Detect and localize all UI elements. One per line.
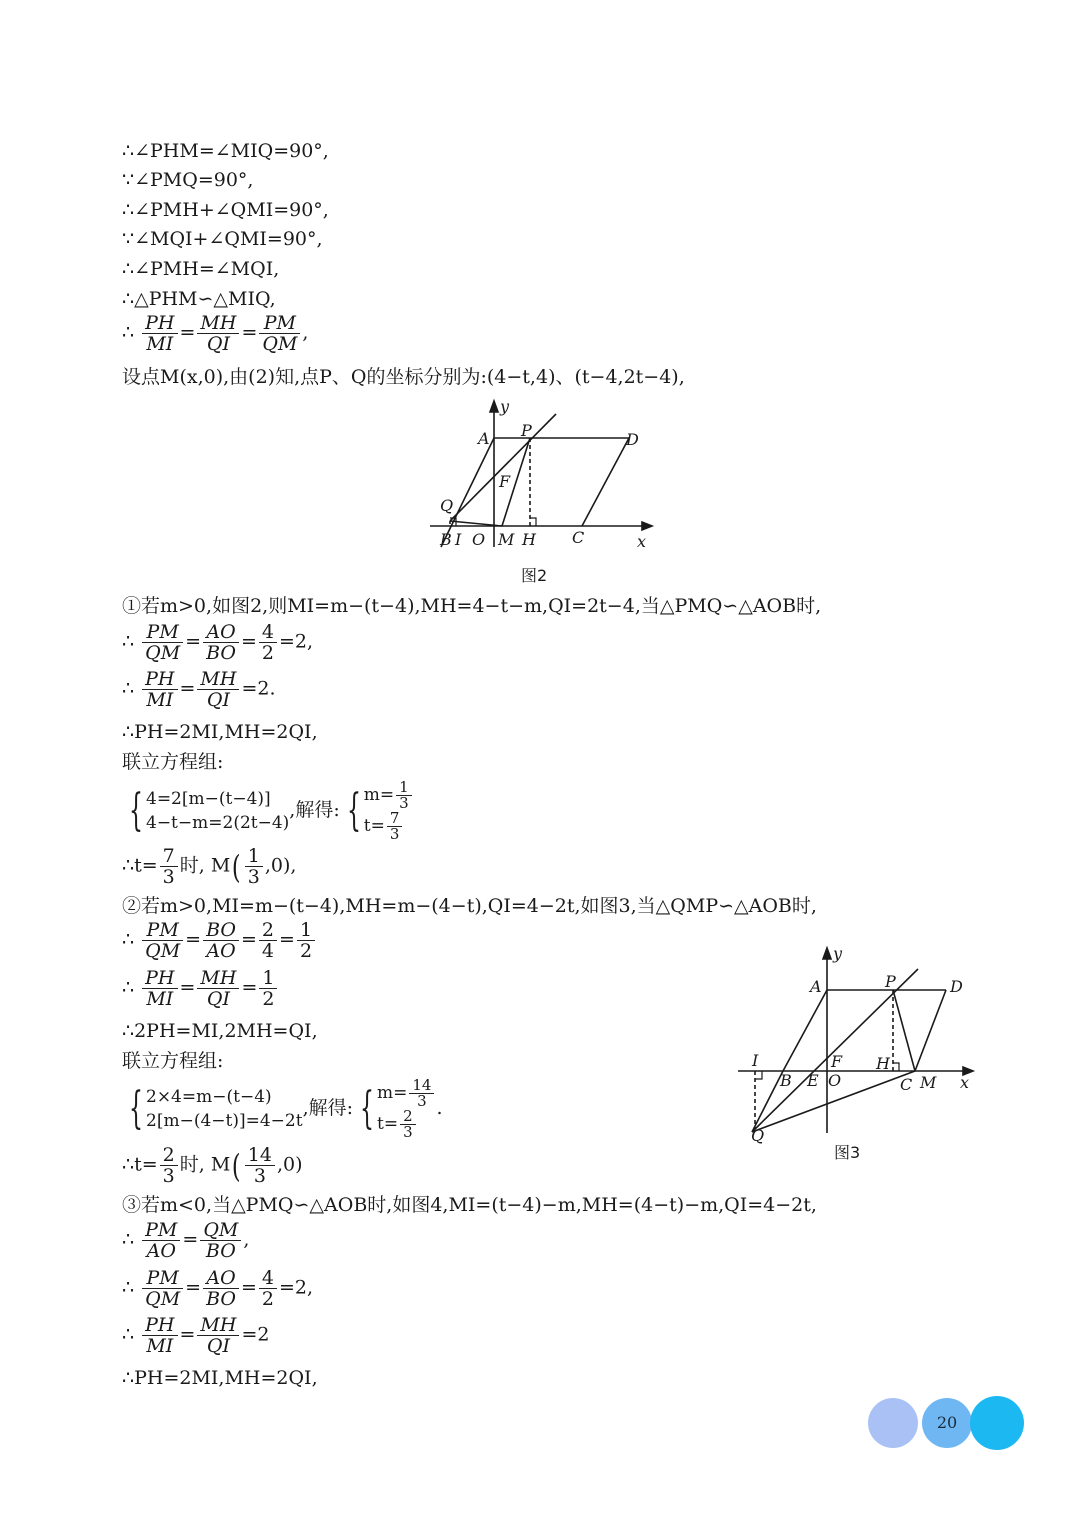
point-label-F: F: [831, 1052, 843, 1071]
fraction: $\frac{AO}{BO}$: [203, 622, 239, 663]
figure-3: [730, 940, 980, 1145]
page-badge-left: [868, 1398, 918, 1448]
axis-label-x: x: [637, 532, 647, 551]
point-label-A: A: [810, 977, 822, 996]
case-2-answer: ∴t= $\frac{2}{3}$ 时, M( $\frac{14}{3}$ ,0): [122, 1144, 303, 1187]
point-label-O: O: [828, 1071, 842, 1090]
fraction: $\frac{AO}{BO}$: [203, 1268, 239, 1309]
point-label-B: B: [780, 1071, 792, 1090]
fraction: $\frac{PM}{QM}$: [142, 920, 183, 961]
system-2-solution: m= $\frac{14}{3}$ t= $\frac{2}{3}$: [377, 1078, 436, 1140]
point-label-I: I: [455, 530, 462, 549]
fraction: $\frac{MH}{QI}$: [197, 968, 239, 1009]
point-label-Q: Q: [440, 496, 454, 515]
fraction: $\frac{BO}{AO}$: [203, 920, 239, 961]
fraction: $\frac{PH}{MI}$: [142, 313, 177, 354]
fraction: $\frac{PH}{MI}$: [142, 669, 177, 710]
fraction: $\frac{2}{3}$: [400, 1109, 416, 1140]
fraction: $\frac{QM}{BO}$: [200, 1220, 241, 1261]
point-label-P: P: [885, 972, 896, 991]
fraction: $\frac{1}{3}$: [245, 846, 263, 887]
ratio-line-3: ∴ $\frac{PH}{MI}$ = $\frac{MH}{QI}$ =2.: [122, 668, 276, 711]
fraction: $\frac{7}{3}$: [160, 846, 178, 887]
fraction: $\frac{2}{3}$: [160, 1145, 178, 1186]
ratio-line-7: ∴ $\frac{PM}{QM}$ = $\frac{AO}{BO}$ = $\frac{4}{2}$ =2,: [122, 1267, 314, 1310]
point-label-I: I: [752, 1051, 759, 1070]
case-1-answer: ∴t= $\frac{7}{3}$ 时, M( $\frac{1}{3}$ ,0),: [122, 845, 297, 888]
system-1-solution: m= $\frac{1}{3}$ t= $\frac{7}{3}$: [364, 780, 414, 842]
axis-label-x: x: [960, 1073, 970, 1092]
case-3-result: ∴PH=2MI,MH=2QI,: [122, 1367, 318, 1389]
page-badge-right: [970, 1396, 1024, 1450]
fraction: $\frac{14}{3}$: [245, 1145, 275, 1186]
point-label-E: E: [807, 1071, 819, 1090]
figure-2-caption: 图2: [521, 566, 548, 585]
fraction: $\frac{PM}{AO}$: [142, 1220, 180, 1261]
point-label-D: D: [950, 977, 963, 996]
case-2-result: ∴2PH=MI,2MH=QI,: [122, 1020, 318, 1042]
axis-label-y: y: [500, 397, 510, 416]
point-label-C: C: [900, 1075, 913, 1094]
point-label-Q: Q: [751, 1126, 765, 1145]
point-label-A: A: [478, 429, 490, 448]
line-4: ∵∠MQI+∠QMI=90°,: [122, 228, 323, 250]
point-label-M: M: [920, 1073, 937, 1092]
case-2-line: ②若m>0,MI=m−(t−4),MH=m−(4−t),QI=4−2t,如图3,当△QMP∽△AOB时,: [122, 895, 817, 917]
line-8: 设点M(x,0),由(2)知,点P、Q的坐标分别为:(4−t,4)、(t−4,2t−4),: [122, 366, 685, 388]
point-label-H: H: [876, 1054, 890, 1073]
ratio-line-5: ∴ $\frac{PH}{MI}$ = $\frac{MH}{QI}$ = $\frac{1}{2}$: [122, 968, 279, 1009]
fraction: $\frac{14}{3}$: [409, 1078, 434, 1109]
ratio-line-4: ∴ $\frac{PM}{QM}$ = $\frac{BO}{AO}$ = $\frac{2}{4}$ = $\frac{1}{2}$: [122, 920, 317, 961]
fraction: $\frac{PM}{QM}$: [259, 313, 300, 354]
fraction: $\frac{MH}{QI}$: [197, 313, 239, 354]
fraction: $\frac{MH}{QI}$: [197, 1315, 239, 1356]
fraction: $\frac{PM}{QM}$: [142, 1268, 183, 1309]
figure-2: [420, 395, 670, 555]
system-2: { 2×4=m−(t−4) 2[m−(4−t)]=4−2t ,解得: { m= $\frac{14}{3}$ t= $\frac{2}{3}$ .: [129, 1076, 443, 1141]
ratio-line-8: ∴ $\frac{PH}{MI}$ = $\frac{MH}{QI}$ =2: [122, 1314, 270, 1357]
case-1-system-label: 联立方程组:: [122, 751, 224, 773]
case-2-system-label: 联立方程组:: [122, 1050, 224, 1072]
point-label-H: H: [522, 530, 536, 549]
case-1-line: ①若m>0,如图2,则MI=m−(t−4),MH=4−t−m,QI=2t−4,当△PMQ∽△AOB时,: [122, 595, 822, 617]
therefore-symbol: ∴: [122, 321, 135, 344]
fraction: $\frac{4}{2}$: [259, 1268, 277, 1309]
ratio-line-2: ∴ $\frac{PM}{QM}$ = $\frac{AO}{BO}$ = $\frac{4}{2}$ =2,: [122, 621, 314, 664]
line-1: ∴∠PHM=∠MIQ=90°,: [122, 140, 329, 162]
fraction: $\frac{MH}{QI}$: [197, 669, 239, 710]
fraction: $\frac{PH}{MI}$: [142, 1315, 177, 1356]
page-number: 20: [936, 1413, 958, 1432]
point-label-O: O: [472, 530, 486, 549]
ratio-line-1: ∴ $\frac{PH}{MI}$ = $\frac{MH}{QI}$ = $\frac{PM}{QM}$ ,: [122, 312, 309, 355]
case-3-line: ③若m<0,当△PMQ∽△AOB时,如图4,MI=(t−4)−m,MH=(4−t)−m,QI=4−2t,: [122, 1194, 817, 1216]
line-3: ∴∠PMH+∠QMI=90°,: [122, 199, 329, 221]
point-label-B: B: [440, 530, 452, 549]
axis-label-y: y: [833, 944, 843, 963]
line-2: ∵∠PMQ=90°,: [122, 169, 254, 191]
fraction: $\frac{1}{2}$: [297, 920, 315, 961]
fraction: $\frac{PM}{QM}$: [142, 622, 183, 663]
line-6: ∴△PHM∽△MIQ,: [122, 288, 276, 310]
fraction: $\frac{2}{4}$: [259, 920, 277, 961]
line-5: ∴∠PMH=∠MQI,: [122, 258, 280, 280]
point-label-F: F: [499, 472, 511, 491]
system-1: { 4=2[m−(t−4)] 4−t−m=2(2t−4) ,解得: { m= $\frac{1}{3}$ t= $\frac{7}{3}$: [122, 780, 414, 842]
figure-3-caption: 图3: [834, 1143, 861, 1162]
case-1-result: ∴PH=2MI,MH=2QI,: [122, 721, 318, 743]
point-label-M: M: [498, 530, 515, 549]
fraction: $\frac{1}{2}$: [259, 968, 277, 1009]
point-label-C: C: [572, 528, 585, 547]
fraction: $\frac{7}{3}$: [387, 811, 403, 842]
fraction: $\frac{4}{2}$: [259, 622, 277, 663]
system-1-equations: 4=2[m−(t−4)] 4−t−m=2(2t−4): [146, 789, 290, 833]
fraction: $\frac{1}{3}$: [396, 780, 412, 811]
point-label-P: P: [521, 421, 532, 440]
fraction: $\frac{PH}{MI}$: [142, 968, 177, 1009]
ratio-line-6: ∴ $\frac{PM}{AO}$ = $\frac{QM}{BO}$ ,: [122, 1219, 250, 1262]
system-2-equations: 2×4=m−(t−4) 2[m−(4−t)]=4−2t: [146, 1087, 303, 1131]
point-label-D: D: [626, 430, 639, 449]
